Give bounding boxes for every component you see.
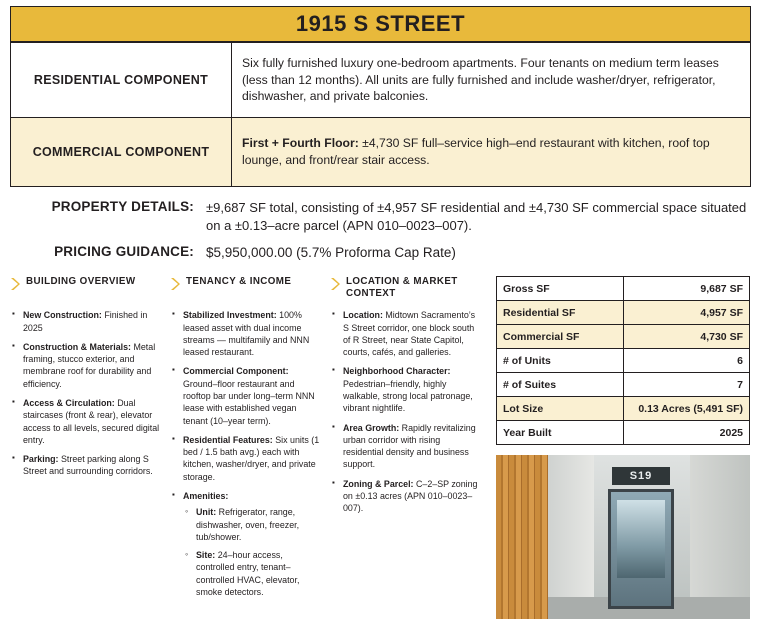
list-item-text: Finished in 2025 (23, 310, 148, 333)
table-row (497, 373, 750, 397)
list-item-strong: Zoning & Parcel: (343, 478, 414, 489)
stat-value: 7 (623, 373, 750, 397)
list-item-text: Dual staircases (front & rear), elevator access to all levels, secured digital entry. (23, 398, 160, 445)
list-item-text: Midtown Sacramento’s S Street corridor, one block south of R Street, near State Capitol, courts, cafés, and galleries. (343, 310, 476, 358)
photo-entry-door (608, 489, 674, 609)
stat-value: 0.13 Acres (5,491 SF) (623, 397, 750, 421)
column-title: TENANCY & INCOME (186, 276, 292, 288)
list-item-strong: Parking: (23, 454, 59, 465)
stat-value: 4,957 SF (623, 301, 750, 325)
column-title: LOCATION & MARKET CONTEXT (346, 276, 458, 300)
highlight-columns (10, 276, 490, 619)
column-tenancy-income (170, 276, 330, 619)
commercial-component-label: COMMERCIAL COMPONENT (11, 118, 232, 187)
bullet-list-building-overview (10, 309, 162, 477)
table-row-residential (11, 43, 751, 118)
list-item-text: 100% leased asset with dual income streams — multifamily and NNN leased restaurant. (183, 310, 310, 358)
pricing-guidance-label: PRICING GUIDANCE: (54, 244, 194, 260)
flyer-page (0, 6, 761, 597)
commercial-lead: First + Fourth Floor: (242, 136, 359, 151)
chevron-right-icon (10, 277, 21, 291)
bullet-list-location-market (330, 309, 482, 514)
column-header-location-market (330, 276, 482, 302)
commercial-body: ±4,730 SF full–service high–end restaurant with kitchen, roof top lounge, and front/rear stair access. (242, 136, 710, 167)
property-details-label: PROPERTY DETAILS: (51, 199, 194, 214)
table-row (497, 277, 750, 301)
list-item (183, 365, 322, 426)
photo-door-glass (617, 500, 665, 578)
list-item-strong: New Construction: (23, 310, 102, 321)
stat-value: 9,687 SF (623, 277, 750, 301)
list-item-text: C–2–SP zoning on ±0.13 acres (APN 010–0023–007). (343, 478, 478, 514)
stat-key: Gross SF (497, 277, 624, 301)
list-item (23, 397, 162, 446)
table-row (497, 325, 750, 349)
list-item-strong: Area Growth: (343, 422, 400, 433)
stat-key: # of Suites (497, 373, 624, 397)
property-stats-table (496, 276, 750, 445)
list-item-text: Ground–floor restaurant and rooftop bar under long–term NNN lease with established vegan tenant (10–year term). (183, 378, 315, 426)
sub-bullet-list-amenities (183, 506, 322, 598)
column-location-market (330, 276, 490, 619)
table-row (497, 301, 750, 325)
list-item (343, 422, 482, 471)
list-item (343, 365, 482, 414)
property-details-row (10, 199, 751, 234)
photo-right-wall (690, 455, 750, 619)
list-item-strong: Residential Features: (183, 434, 273, 445)
list-item (23, 341, 162, 390)
column-title: BUILDING OVERVIEW (26, 276, 136, 288)
table-row (497, 349, 750, 373)
table-row (497, 397, 750, 421)
lower-section (10, 276, 751, 619)
list-item-strong: Neighborhood Character: (343, 366, 451, 377)
stat-value: 4,730 SF (623, 325, 750, 349)
list-item (183, 490, 322, 598)
chevron-right-icon (330, 277, 341, 291)
list-item-text: Rapidly revitalizing urban corridor with rising residential density and business support. (343, 422, 476, 470)
list-item (343, 309, 482, 358)
list-item-strong: Construction & Materials: (23, 341, 131, 352)
list-item-strong: Unit: (196, 507, 217, 518)
list-item (183, 309, 322, 358)
stat-key: # of Units (497, 349, 624, 373)
list-item-text: Six units (1 bed / 1.5 bath avg.) each with kitchen, washer/dryer, and private storage. (183, 434, 320, 482)
right-panel (496, 276, 750, 619)
residential-component-text: Six fully furnished luxury one-bedroom apartments. Four tenants on medium term leases (less than 12 months). All units are fully furnished and include washer/dryer, refrigerator, dishwasher, and private balconies. (232, 43, 751, 118)
list-item-text: Pedestrian–friendly, highly walkable, strong local patronage, vibrant nightlife. (343, 378, 473, 414)
chevron-right-icon (170, 277, 181, 291)
column-building-overview (10, 276, 170, 619)
list-item-text: Refrigerator, range, dishwasher, oven, freezer, tub/shower. (196, 507, 300, 542)
building-entry-photo (496, 455, 750, 619)
list-item (23, 453, 162, 478)
list-item (183, 434, 322, 483)
list-item-text: Metal framing, stucco exterior, and membrane roof for durability and efficiency. (23, 341, 156, 389)
list-item-strong: Commercial Component: (183, 366, 289, 377)
property-details-value: ±9,687 SF total, consisting of ±4,957 SF residential and ±4,730 SF commercial space situated on a ±0.13–acre parcel (APN 010–0023–007). (206, 200, 747, 233)
list-item-strong: Stabilized Investment: (183, 310, 277, 321)
table-row (497, 421, 750, 445)
bullet-list-tenancy-income (170, 309, 322, 598)
list-item-text: Street parking along S Street and surrounding corridors. (23, 454, 153, 477)
stat-value: 2025 (623, 421, 750, 445)
list-item-strong: Site: (196, 550, 216, 561)
page-title-bar (10, 6, 751, 42)
residential-component-label: RESIDENTIAL COMPONENT (11, 43, 232, 118)
photo-left-wall (548, 455, 594, 619)
list-item-strong: Location: (343, 310, 383, 321)
pricing-guidance-value: $5,950,000.00 (5.7% Proforma Cap Rate) (206, 245, 456, 261)
list-item (196, 506, 322, 543)
stat-value: 6 (623, 349, 750, 373)
list-item-text: 24–hour access, controlled entry, tenant–controlled HVAC, elevator, smoke detectors. (196, 550, 300, 597)
list-item (196, 549, 322, 598)
page-title: 1915 S STREET (295, 11, 466, 36)
list-item-strong: Access & Circulation: (23, 398, 115, 408)
table-row-commercial (11, 118, 751, 187)
components-table (10, 42, 751, 187)
stat-key: Residential SF (497, 301, 624, 325)
stat-key: Lot Size (497, 397, 624, 421)
list-item (23, 309, 162, 334)
column-header-tenancy-income (170, 276, 322, 302)
list-item (343, 478, 482, 515)
list-item-strong: Amenities: (183, 490, 229, 501)
photo-building-sign: S19 (612, 467, 670, 485)
stat-key: Year Built (497, 421, 624, 445)
pricing-guidance-row (10, 244, 751, 262)
column-header-building-overview (10, 276, 162, 302)
commercial-component-text (232, 118, 751, 187)
stat-key: Commercial SF (497, 325, 624, 349)
photo-wood-siding (496, 455, 548, 619)
